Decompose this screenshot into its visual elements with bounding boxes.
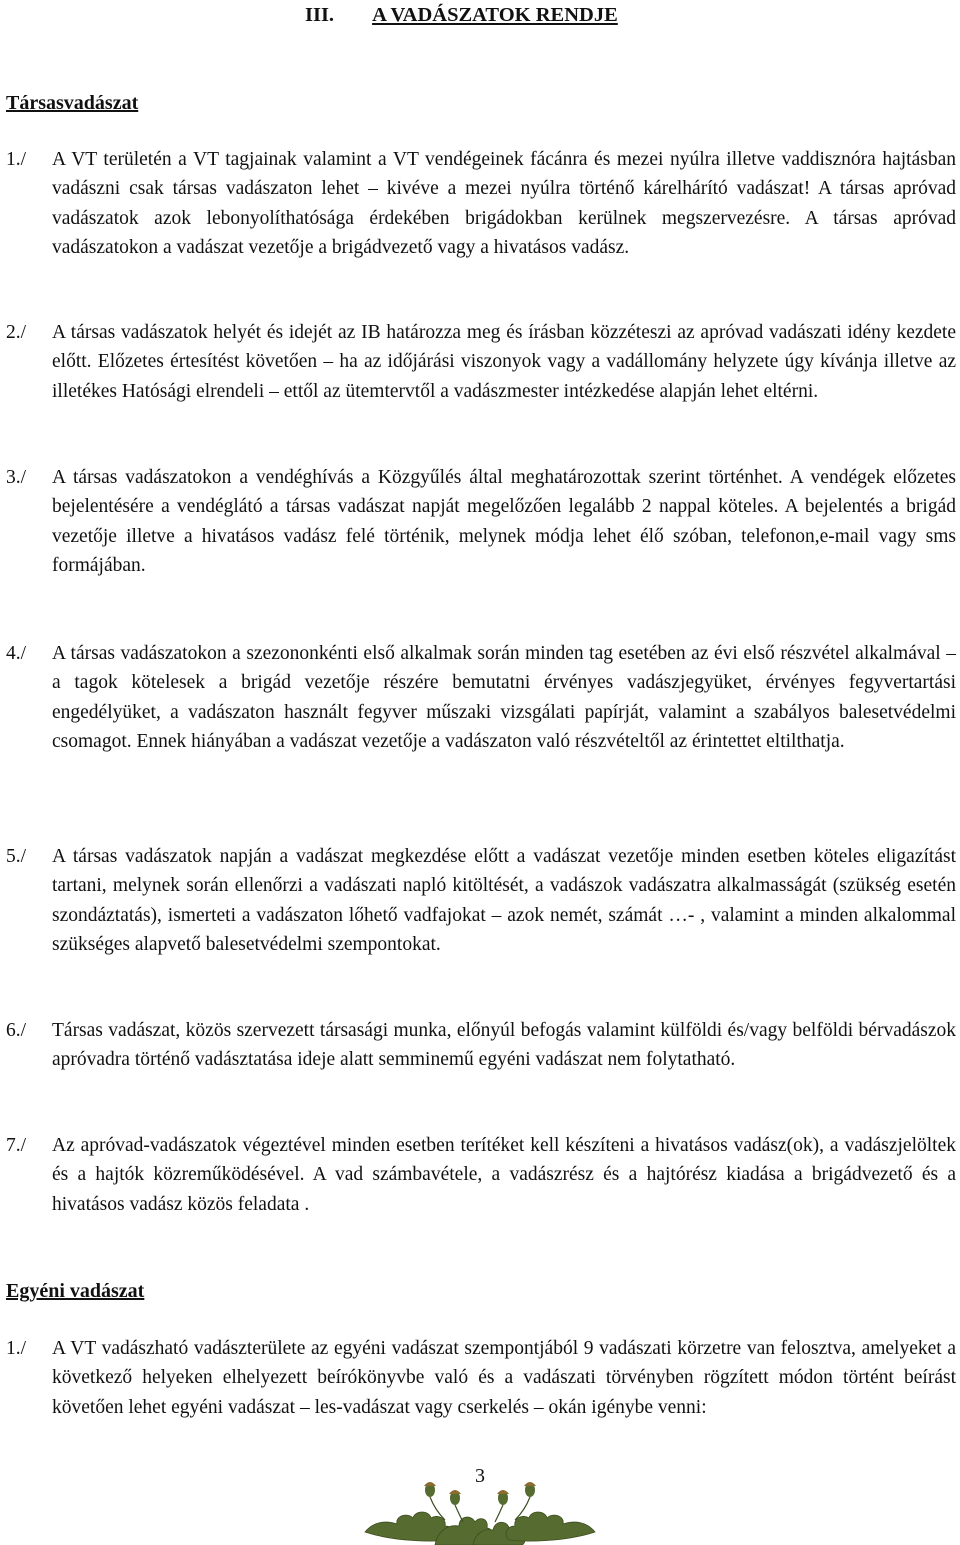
item-text: A VT vadászható vadászterülete az egyéni vadászat szempontjából 9 vadászati körzetre van felosztva, amelyeket a következő helyeken elhelyezett beírókönyvbe való és a vadászati törvényben rögzített módon történt beírást követően lehet egyéni vadászat – les-vadászat vagy cserkelés – okán igénybe venni: [52,1338,956,1418]
chapter-heading [305,1,618,30]
oak-leaves-acorns-icon [355,1470,605,1545]
item-text: A társas vadászatok helyét és idejét az IB határozza meg és írásban közzéteszi az apróvad vadászati idény kezdete előtt. Előzetes értesítést követően – ha az időjárási viszonyok vagy a vadállomány helyzete úgy kívánja illetve az illetékes Hatósági elrendeli – ettől az ütemtervtől a vadászmester intézkedése alapján lehet eltérni. [52,322,956,402]
item-number: 7./ [6,1135,27,1156]
item-number: 6./ [6,1020,27,1041]
item-text: Az apróvad-vadászatok végeztével minden esetben terítéket kell készíteni a hivatásos vadász(ok), a vadászjelöltek és a hajtók közreműködésével. A vad számbavétele, a vadászrész és a hajtórész kiadása a brigádvezető és a hivatásos vadász közös feladata . [52,1135,956,1215]
page-number: 3 [475,1465,485,1487]
section-title-egyeni-vadaszat: Egyéni vadászat [6,1280,145,1302]
section-title-tarsasvadaszat: Társasvadászat [6,92,139,114]
section1-item-7 [6,1131,956,1219]
section1-item-5 [6,842,956,959]
item-number: 2./ [6,322,27,343]
item-text: A VT területén a VT tagjainak valamint a VT vendégeinek fácánra és mezei nyúlra illetve vaddisznóra hajtásban vadászni csak társas vadászaton lehet – kivéve a mezei nyúlra történő kárelhárító vadászat! A társas apróvad vadászatok azok lebonyolíthatósága érdekében brigádokban kerülnek megszervezésre. A társas apróvad vadászatokon a vadászat vezetője a brigádvezető vagy a hivatásos vadász. [52,149,956,258]
item-text: A társas vadászatokon a vendéghívás a Közgyűlés által meghatározottak szerint történhet. A vendégek előzetes bejelentésére a vendéglátó a társas vadászat napját megelőzően legalább 2 nappal köteles. A bejelentés a brigád vezetője illetve a hivatásos vadász felé történik, melynek módja lehet élő szóban, telefonon,e-mail vagy sms formájában. [52,467,956,576]
item-text: Társas vadászat, közös szervezett társasági munka, előnyúl befogás valamint külföldi és/vagy belföldi bérvadászok apróvadra történő vadásztatása ideje alatt semminemű egyéni vadászat nem folytatható. [52,1020,956,1071]
item-number: 5./ [6,846,27,867]
section1-item-2 [6,318,956,406]
item-text: A társas vadászatok napján a vadászat megkezdése előtt a vadászat vezetője minden esetben köteles eligazítást tartani, melynek során ellenőrzi a vadászati napló kitöltését, a vadászok vadászatra alkalmasságát (szükség esetén szondáztatás), ismerteti a vadászaton lőhető vadfajokat – azok nemét, számát …- , valamint a minden alkalommal szükséges alapvető balesetvédelmi szempontokat. [52,846,956,955]
item-text: A társas vadászatokon a szezononkénti első alkalmak során minden tag esetében az évi első részvétel alkalmával – a tagok kötelesek a brigád vezetője részére bemutatni érvényes vadászjegyüket, érvényes fegyvertartási engedélyüket, a vadászaton használt fegyver műszaki vizsgálati papírját, valamint a szabályos balesetvédelmi csomagot. Ennek hiányában a vadászat vezetője a vadászaton való részvételtől az érintettet eltilthatja. [52,643,956,752]
item-number: 3./ [6,467,27,488]
section1-item-6 [6,1016,956,1075]
item-number: 1./ [6,149,27,170]
section1-item-3 [6,463,956,580]
chapter-title: A VADÁSZATOK RENDJE [372,4,618,26]
section1-item-4 [6,639,956,756]
section1-item-1 [6,145,956,262]
chapter-number: III. [305,4,335,26]
item-number: 1./ [6,1338,27,1359]
section2-item-1 [6,1334,956,1422]
item-number: 4./ [6,643,27,664]
